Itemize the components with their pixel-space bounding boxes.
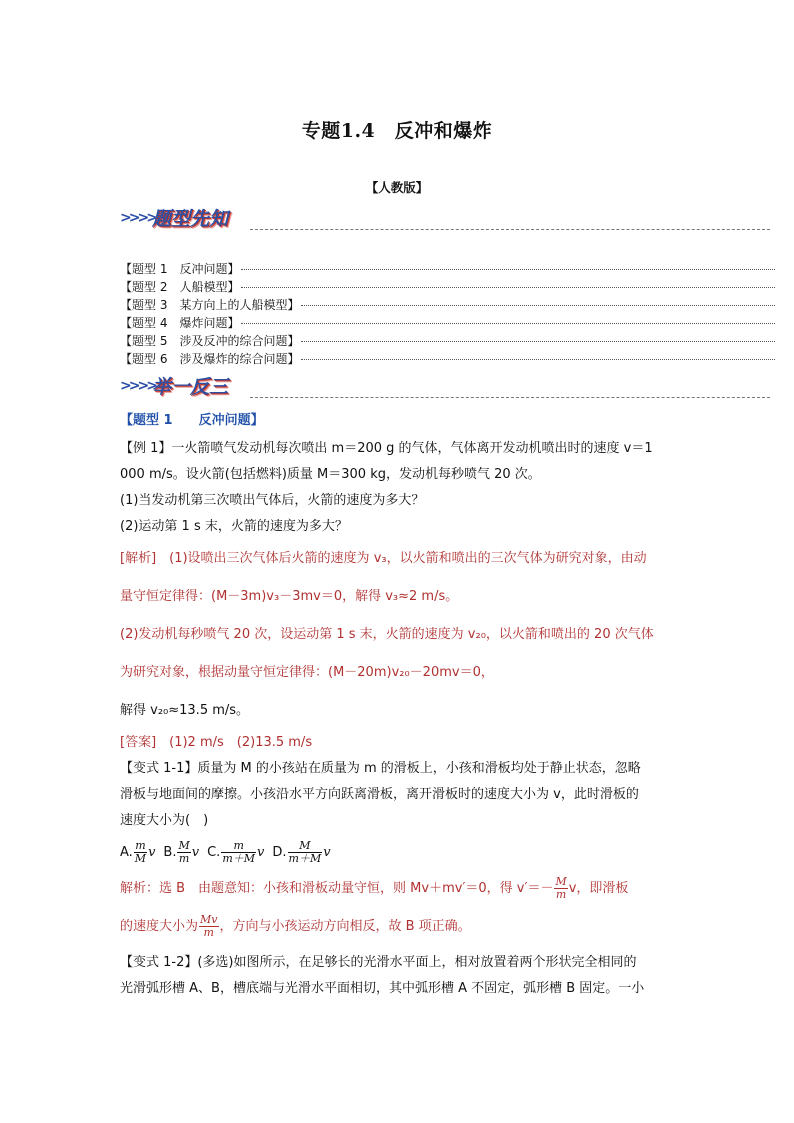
banner-divider	[250, 397, 770, 398]
analysis-result: 解得 v₂₀≈13.5 m/s。	[120, 703, 250, 718]
toc-item[interactable]: 【题型 4 爆炸问题】	[120, 314, 775, 332]
banner-arrows-icon: >>>>	[120, 378, 155, 394]
choice-a[interactable]: A. $\frac{m}{M}$ v	[120, 839, 156, 865]
page-title: 专题1.4 反冲和爆炸	[301, 120, 493, 142]
example-1-line: 【例 1】一火箭喷气发动机每次喷出 m＝200 g 的气体，气体离开发动机喷出时的速度 v＝1	[120, 441, 653, 456]
variant-1-2-line: 【变式 1-2】(多选)如图所示，在足够长的光滑水平面上，相对放置着两个形状完全相同的	[120, 955, 637, 970]
choice-list	[120, 840, 676, 866]
example-1-question: (2)运动第 1 s 末，火箭的速度为多大？	[120, 519, 348, 534]
variant-1-2-line: 光滑弧形槽 A、B，槽底端与光滑水平面相切，其中弧形槽 A 不固定，弧形槽 B 固定。一小	[120, 981, 645, 996]
table-of-contents	[120, 260, 775, 368]
toc-item[interactable]: 【题型 2 人船模型】	[120, 278, 775, 296]
variant-1-1-line: 滑板与地面间的摩擦。小孩沿水平方向跃离滑板，离开滑板时的速度大小为 v，此时滑板的	[120, 787, 639, 802]
edition-label: 【人教版】	[365, 180, 429, 195]
choice-c[interactable]: C. $\frac{m}{m+M}$ v	[207, 839, 265, 865]
main-content	[120, 408, 676, 1002]
variant-1-1-line: 【变式 1-1】质量为 M 的小孩站在质量为 m 的滑板上，小孩和滑板均处于静止状态，忽略	[120, 761, 641, 776]
toc-item[interactable]: 【题型 1 反冲问题】	[120, 260, 775, 278]
analysis-line: 量守恒定律得：(M－3m)v₃－3mv＝0，解得 v₃≈2 m/s。	[120, 589, 459, 604]
example-1-line: 000 m/s。设火箭(包括燃料)质量 M＝300 kg，发动机每秒喷气 20 次。	[120, 467, 541, 482]
section-heading: 【题型 1 反冲问题】	[120, 413, 264, 428]
solution-line: 的速度大小为 $\frac{Mv}{m}$ ，方向与小孩运动方向相反，故 B 项正确。	[120, 913, 471, 939]
analysis-line: (2)发动机每秒喷气 20 次，设运动第 1 s 末，火箭的速度为 v₂₀，以火箭和喷出的 20 次气体	[120, 627, 654, 642]
toc-item[interactable]: 【题型 6 涉及爆炸的综合问题】	[120, 350, 775, 368]
banner-arrows-icon: >>>>	[120, 210, 155, 226]
banner-question-types	[120, 204, 770, 234]
banner-title: 举一反三	[152, 376, 229, 398]
example-1-question: (1)当发动机第三次喷出气体后，火箭的速度为多大？	[120, 493, 425, 508]
variant-1-1-line: 速度大小为( )	[120, 813, 209, 828]
choice-d[interactable]: D. $\frac{M}{m+M}$ v	[272, 839, 331, 865]
banner-title: 题型先知	[152, 208, 229, 230]
banner-divider	[250, 229, 770, 230]
banner-examples	[120, 372, 770, 402]
solution-line: 解析：选 B 由题意知：小孩和滑板动量守恒，则 Mv＋mv′＝0，得 v′＝－ $\frac{M}{m}$ v，即滑板	[120, 875, 629, 901]
analysis-line: [解析] (1)设喷出三次气体后火箭的速度为 v₃，以火箭和喷出的三次气体为研究对象，由动	[120, 551, 647, 566]
choice-b[interactable]: B. $\frac{M}{m}$ v	[163, 839, 200, 865]
toc-item[interactable]: 【题型 3 某方向上的人船模型】	[120, 296, 775, 314]
answer-line: [答案] (1)2 m/s (2)13.5 m/s	[120, 735, 313, 750]
analysis-line: 为研究对象，根据动量守恒定律得：(M－20m)v₂₀－20mv＝0，	[120, 665, 494, 680]
toc-item[interactable]: 【题型 5 涉及反冲的综合问题】	[120, 332, 775, 350]
